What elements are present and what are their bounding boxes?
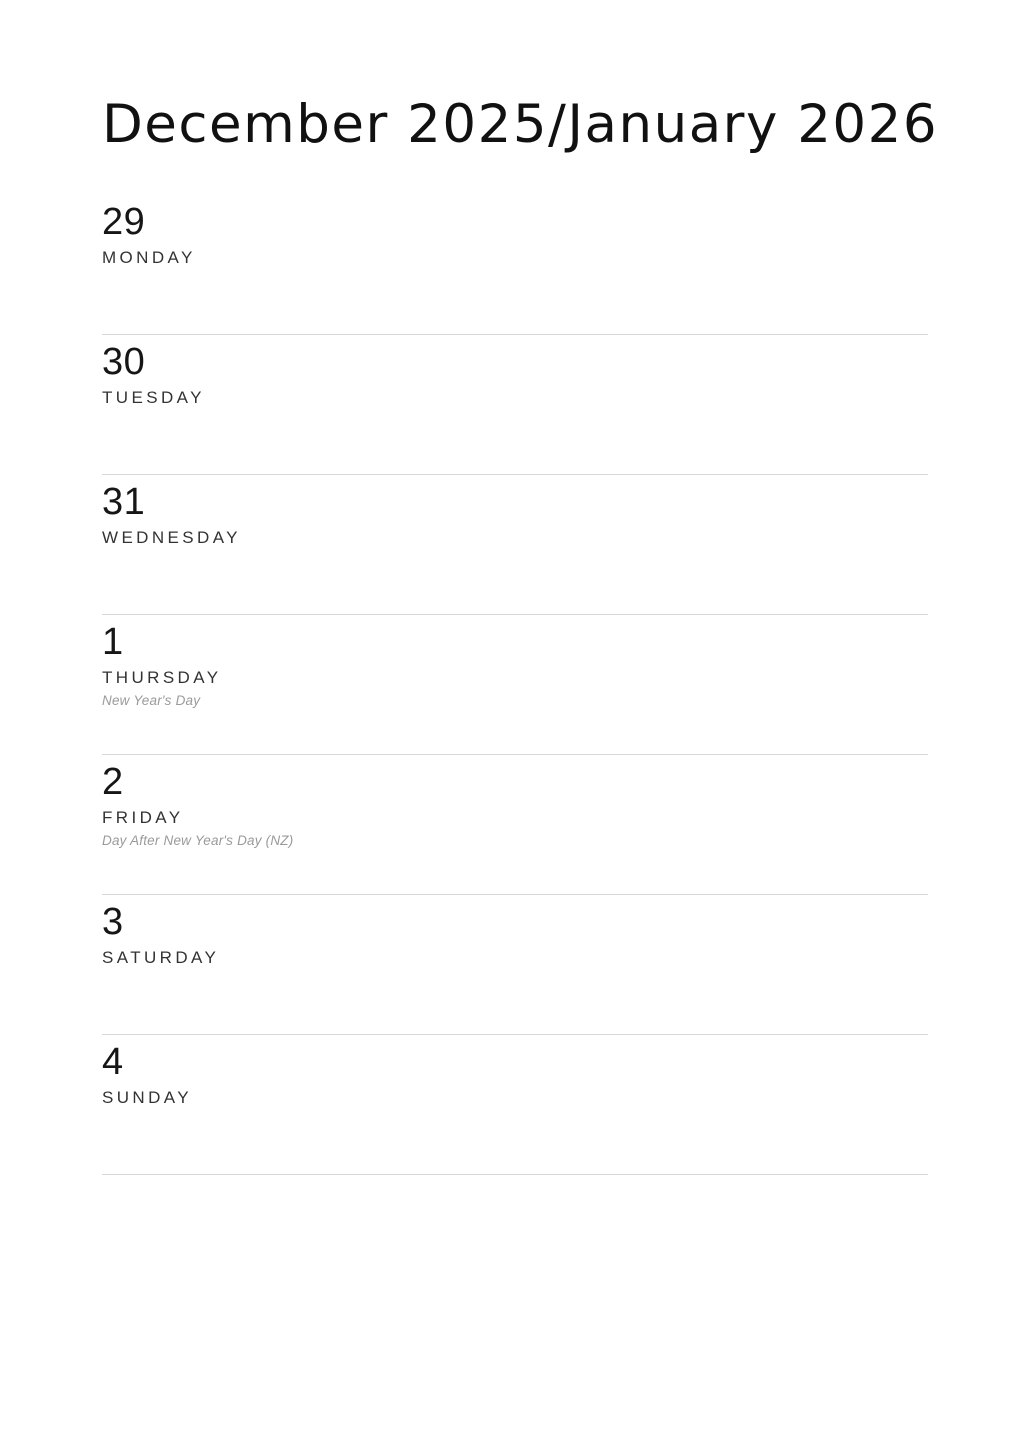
day-weekday: TUESDAY bbox=[102, 388, 205, 407]
day-weekday: MONDAY bbox=[102, 248, 196, 267]
day-entry-4[interactable] bbox=[102, 1035, 928, 1175]
day-number: 4 bbox=[102, 1041, 124, 1083]
day-number: 1 bbox=[102, 621, 124, 663]
day-entry-3[interactable] bbox=[102, 895, 928, 1035]
day-weekday: FRIDAY bbox=[102, 808, 184, 827]
day-number: 29 bbox=[102, 201, 146, 243]
day-note: Day After New Year's Day (NZ) bbox=[102, 833, 294, 848]
day-list bbox=[102, 195, 928, 1175]
day-number: 30 bbox=[102, 341, 146, 383]
day-number: 2 bbox=[102, 761, 124, 803]
day-entry-1[interactable] bbox=[102, 615, 928, 755]
day-entry-2[interactable] bbox=[102, 755, 928, 895]
day-note: New Year's Day bbox=[102, 693, 201, 708]
page-title: December 2025/January 2026 bbox=[102, 94, 939, 155]
day-weekday: THURSDAY bbox=[102, 668, 222, 687]
day-weekday: SATURDAY bbox=[102, 948, 220, 967]
day-number: 3 bbox=[102, 901, 124, 943]
page-footer-space bbox=[102, 1175, 928, 1235]
day-weekday: WEDNESDAY bbox=[102, 528, 241, 547]
day-entry-31[interactable] bbox=[102, 475, 928, 615]
day-number: 31 bbox=[102, 481, 146, 523]
day-entry-29[interactable] bbox=[102, 195, 928, 335]
day-weekday: SUNDAY bbox=[102, 1088, 192, 1107]
day-entry-30[interactable] bbox=[102, 335, 928, 475]
